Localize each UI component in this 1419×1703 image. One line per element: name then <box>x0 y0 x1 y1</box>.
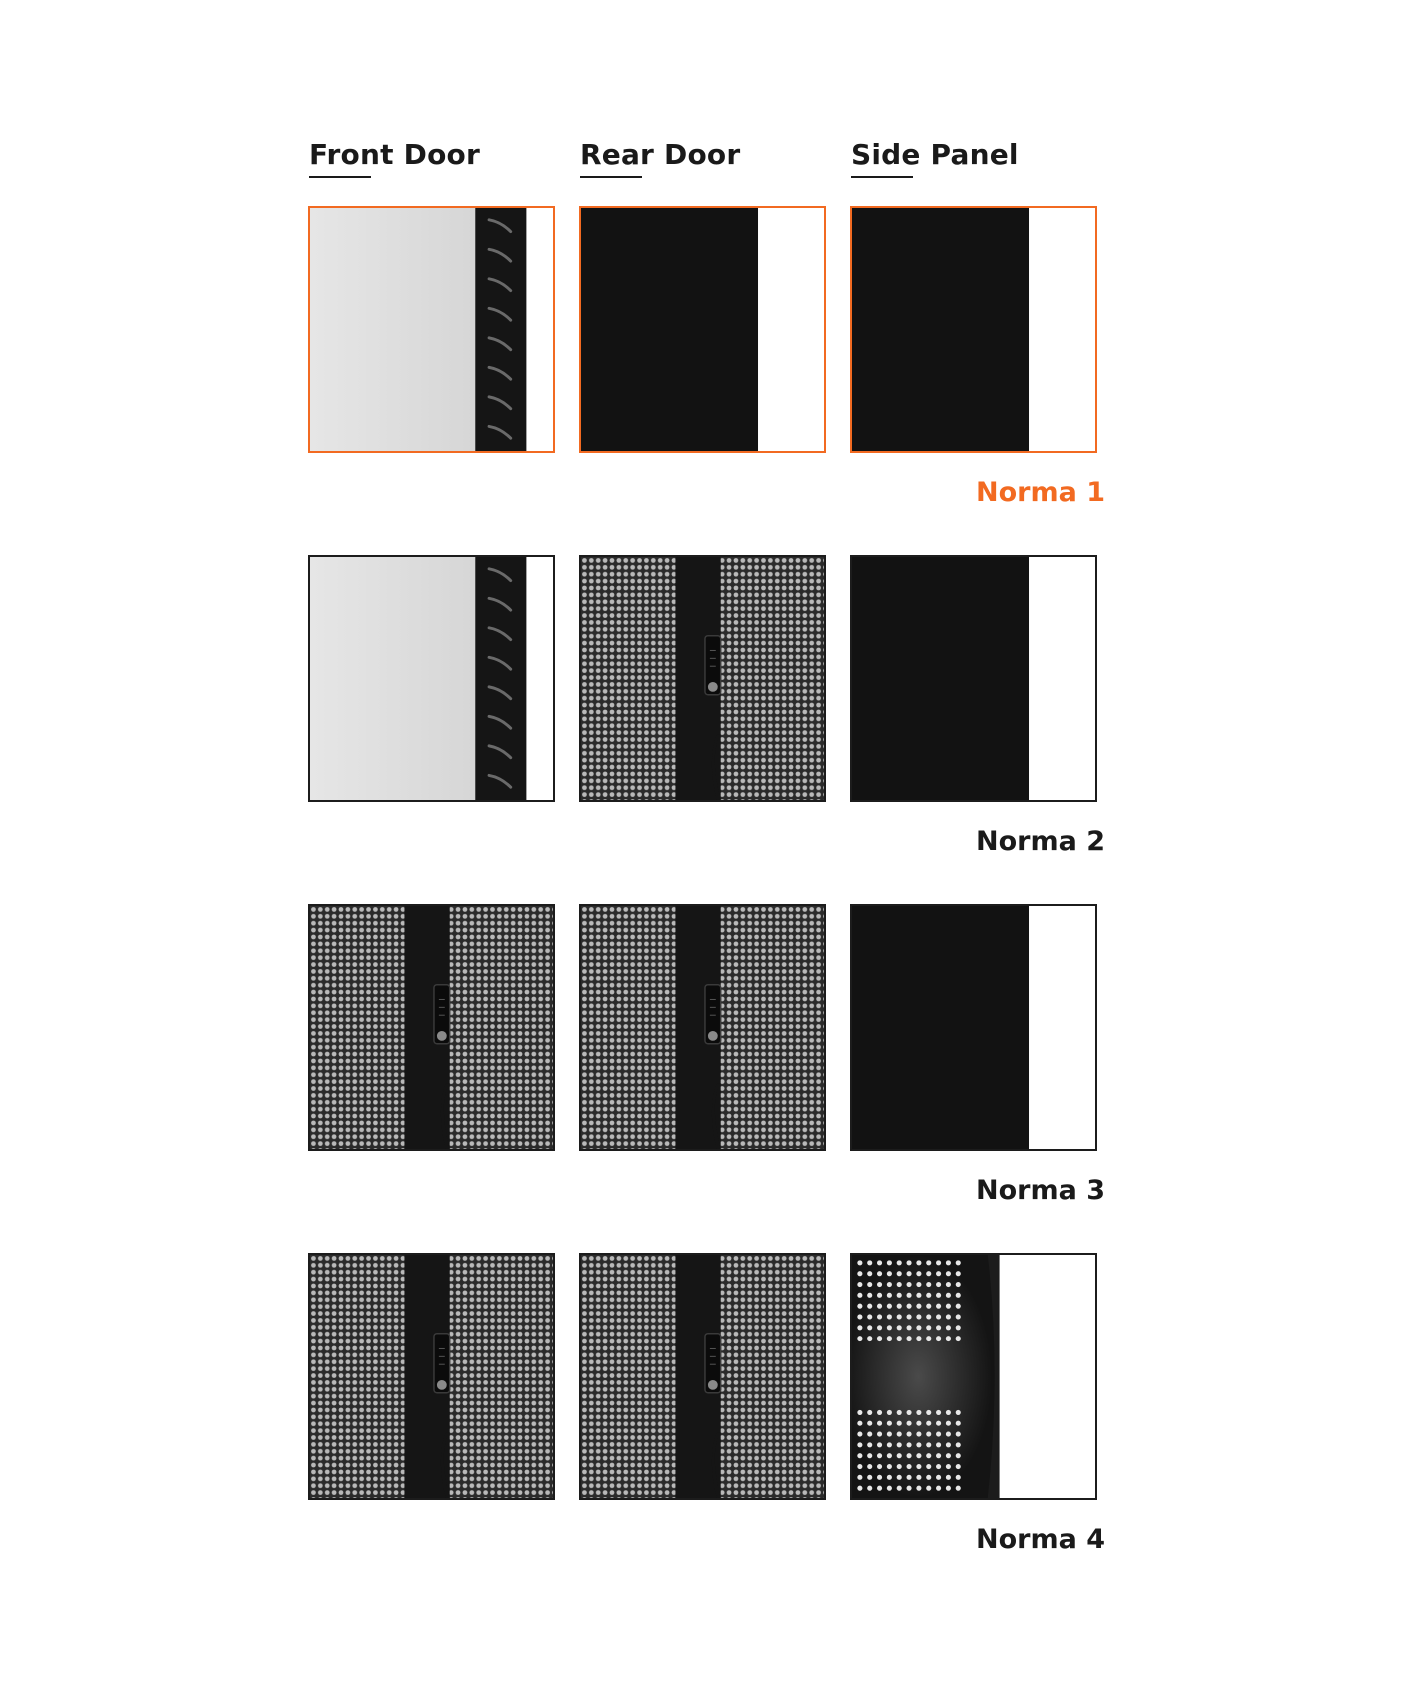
column-header-side-panel: Side Panel <box>851 138 1019 171</box>
perforated-door-with-handle-image <box>310 1255 553 1498</box>
tile-norma-1-front-door[interactable] <box>308 206 555 453</box>
tile-norma-1-rear-door[interactable] <box>579 206 826 453</box>
column-header-underline <box>309 176 371 178</box>
solid-black-panel-image <box>581 208 824 451</box>
tile-norma-2-side-panel[interactable] <box>850 555 1097 802</box>
tile-norma-3-side-panel[interactable] <box>850 904 1097 1151</box>
tile-norma-2-front-door[interactable] <box>308 555 555 802</box>
vented-black-panel-image <box>852 1255 1095 1498</box>
perforated-door-with-handle-image <box>310 906 553 1149</box>
perforated-door-with-handle-image <box>581 906 824 1149</box>
row-label-norma-4[interactable]: Norma 4 <box>975 1524 1105 1555</box>
column-header-front-door: Front Door <box>309 138 480 171</box>
perforated-door-with-handle-image <box>581 1255 824 1498</box>
tile-norma-4-side-panel[interactable] <box>850 1253 1097 1500</box>
tile-norma-2-rear-door[interactable] <box>579 555 826 802</box>
solid-grey-door-with-louvres-image <box>310 557 553 800</box>
row-label-norma-1[interactable]: Norma 1 <box>975 477 1105 508</box>
tile-norma-1-side-panel[interactable] <box>850 206 1097 453</box>
column-header-rear-door: Rear Door <box>580 138 741 171</box>
solid-grey-door-with-louvres-image <box>310 208 553 451</box>
tile-norma-4-rear-door[interactable] <box>579 1253 826 1500</box>
tile-norma-3-rear-door[interactable] <box>579 904 826 1151</box>
tile-norma-3-front-door[interactable] <box>308 904 555 1151</box>
column-header-underline <box>851 176 913 178</box>
column-header-underline <box>580 176 642 178</box>
solid-black-panel-image <box>852 906 1095 1149</box>
row-label-norma-3[interactable]: Norma 3 <box>975 1175 1105 1206</box>
row-label-norma-2[interactable]: Norma 2 <box>975 826 1105 857</box>
solid-black-panel-image <box>852 557 1095 800</box>
solid-black-panel-image <box>852 208 1095 451</box>
perforated-door-with-handle-image <box>581 557 824 800</box>
tile-norma-4-front-door[interactable] <box>308 1253 555 1500</box>
